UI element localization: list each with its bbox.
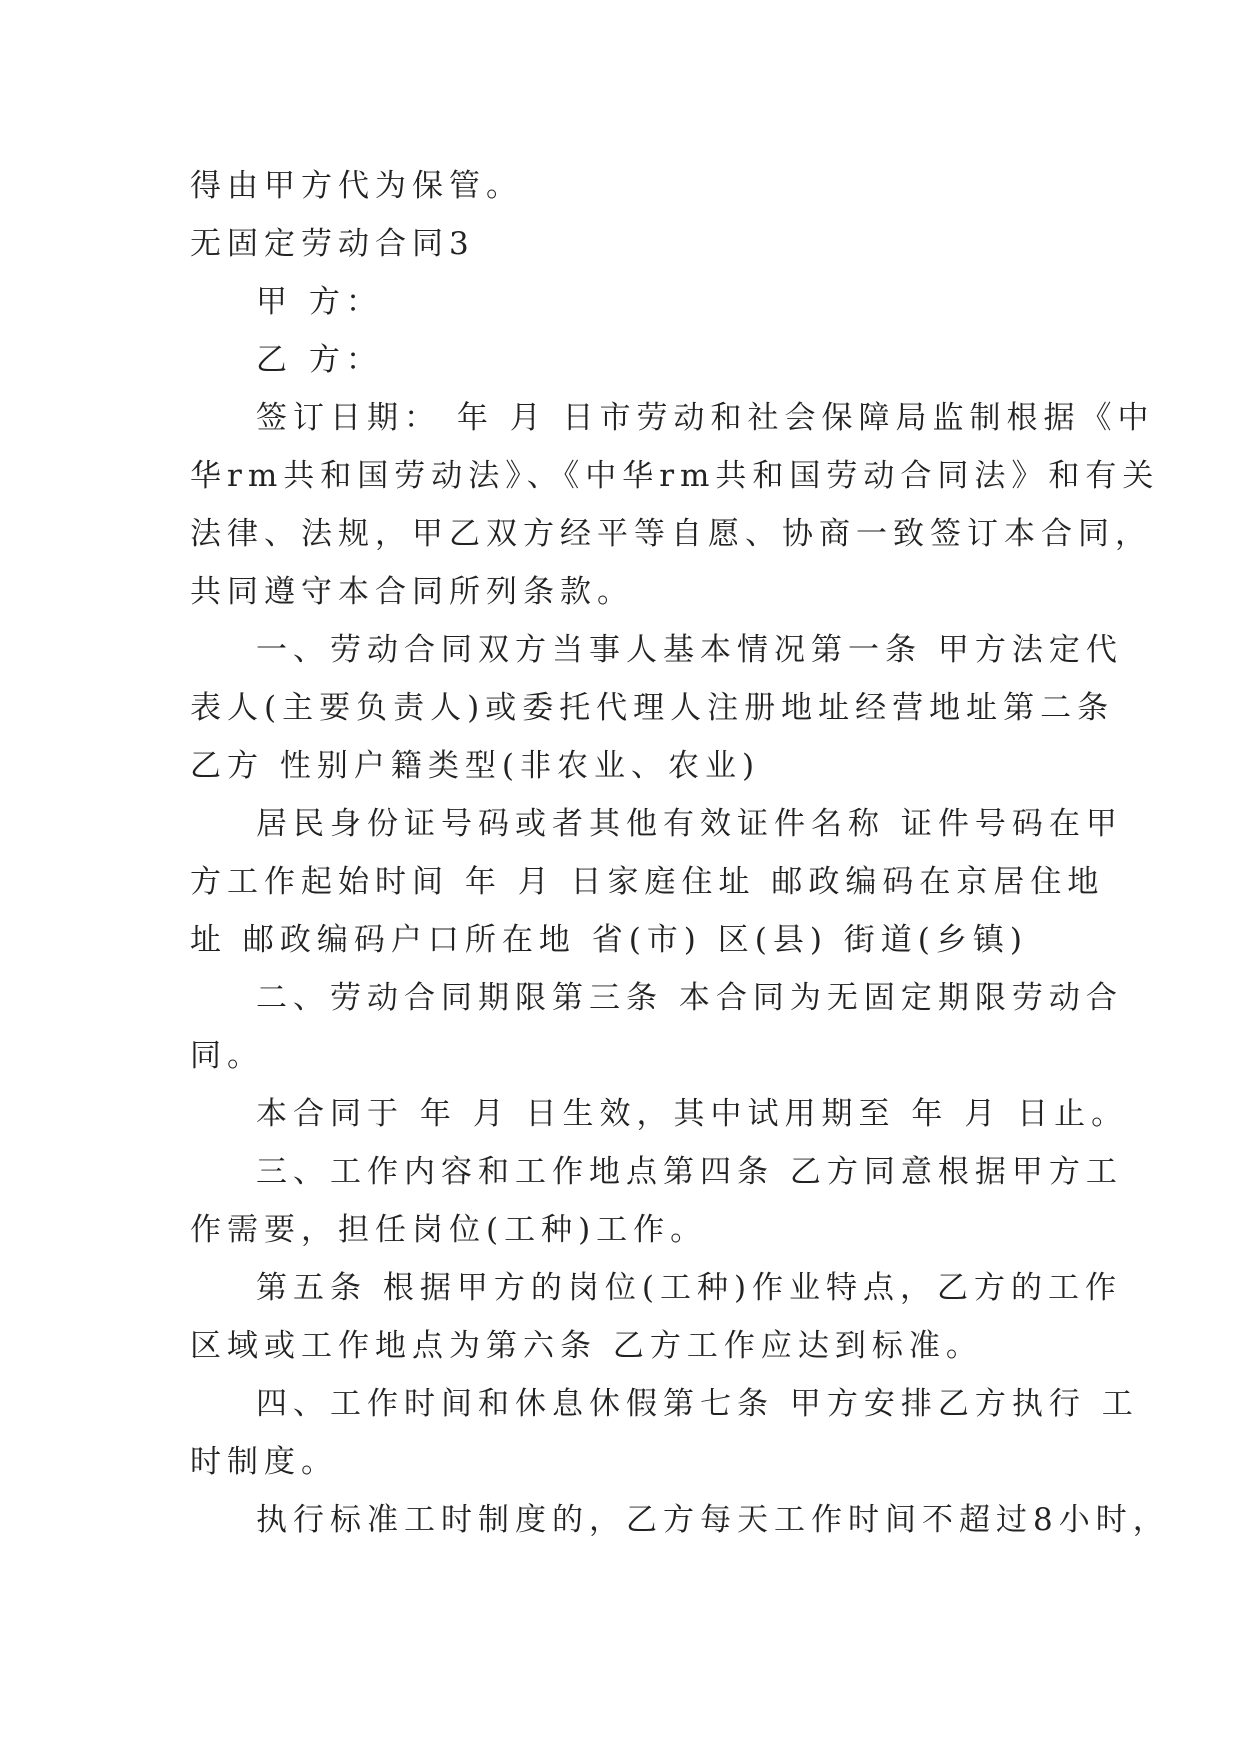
text-line: 一、劳动合同双方当事人基本情况第一条 甲方法定代 [256,632,1123,668]
text-line: 第五条 根据甲方的岗位(工种)作业特点，乙方的工作 [256,1270,1123,1306]
text-line: 签订日期： 年 月 日市劳动和社会保障局监制根据《中 [256,400,1155,436]
text-line: 址 邮政编码户口所在地 省(市) 区(县) 街道(乡镇) [190,922,1028,958]
text-line: 时制度。 [190,1444,338,1480]
text-line: 本合同于 年 月 日生效，其中试用期至 年 月 日止。 [256,1096,1129,1132]
text-line: 表人(主要负责人)或委托代理人注册地址经营地址第二条 [190,690,1115,726]
text-line: 居民身份证号码或者其他有效证件名称 证件号码在甲 [256,806,1123,842]
text-line: 三、工作内容和工作地点第四条 乙方同意根据甲方工 [256,1154,1123,1190]
text-line: 作需要，担任岗位(工种)工作。 [190,1212,708,1248]
text-line: 执行标准工时制度的，乙方每天工作时间不超过8小时， [256,1502,1170,1538]
text-line: 同。 [190,1038,264,1074]
text-line: 区域或工作地点为第六条 乙方工作应达到标准。 [190,1328,983,1364]
text-line: 法律、法规，甲乙双方经平等自愿、协商一致签订本合同， [190,516,1152,552]
text-line: 得由甲方代为保管。 [190,168,523,204]
text-line: 华rm共和国劳动法》、《中华rm共和国劳动合同法》和有关 [190,458,1160,494]
text-line: 共同遵守本合同所列条款。 [190,574,634,610]
party-a-label: 甲 方： [256,284,383,320]
text-line: 四、工作时间和休息休假第七条 甲方安排乙方执行 工 [256,1386,1139,1422]
section-title: 无固定劳动合同3 [190,226,475,262]
party-b-label: 乙 方： [256,342,383,378]
text-line: 方工作起始时间 年 月 日家庭住址 邮政编码在京居住地 [190,864,1105,900]
text-line: 乙方 性别户籍类型(非农业、农业) [190,748,761,784]
text-line: 二、劳动合同期限第三条 本合同为无固定期限劳动合 [256,980,1123,1016]
